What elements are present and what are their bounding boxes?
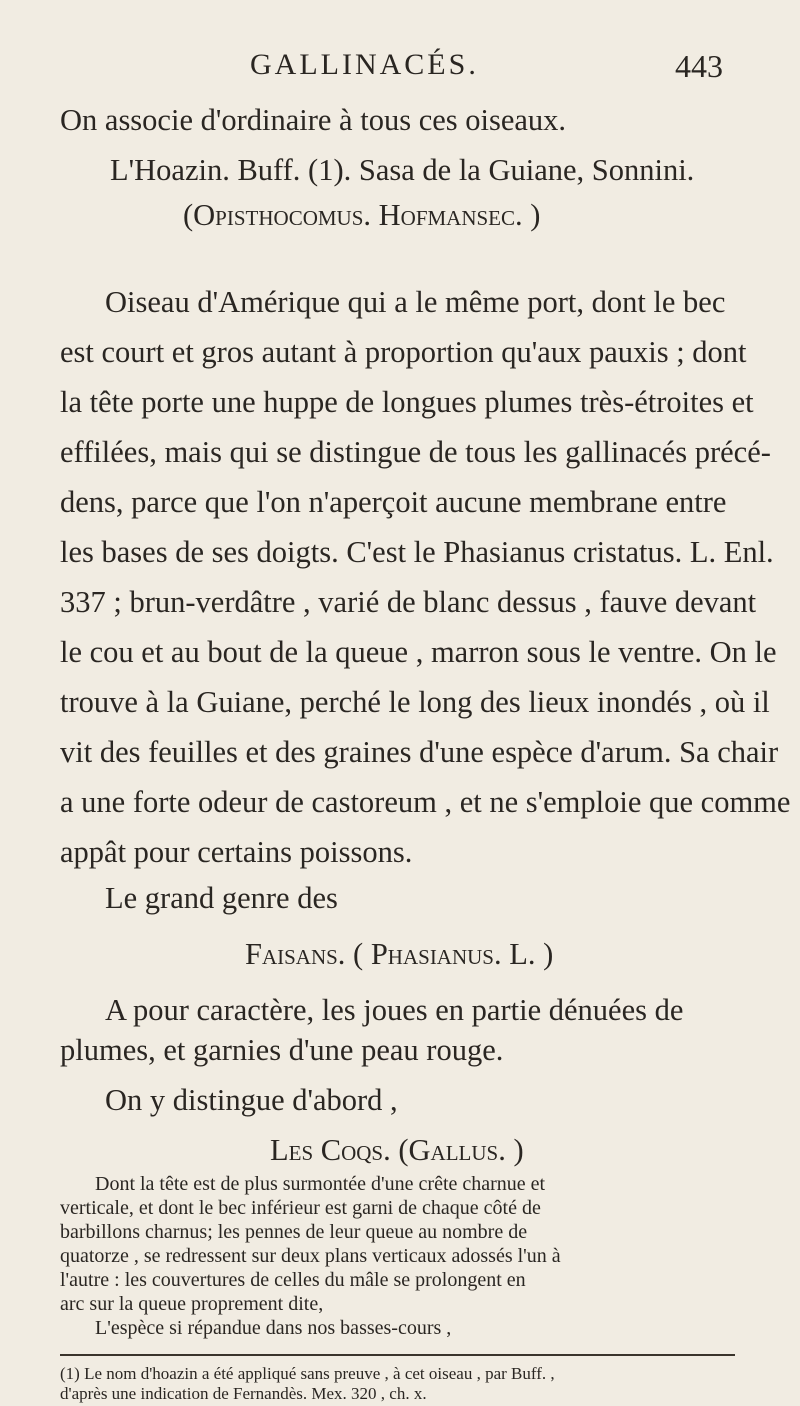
coqs-heading: Les Coqs. (Gallus. ) <box>270 1133 524 1167</box>
intro-line: On associe d'ordinaire à tous ces oiseaux. <box>60 103 567 137</box>
genre-intro: Le grand genre des <box>105 881 338 915</box>
hoazin-heading-2: (Opisthocomus. Hofmansec. ) <box>183 198 541 232</box>
hoazin-line: trouve à la Guiane, perché le long des lieux inondés , où il <box>60 685 770 719</box>
hoazin-line: effilées, mais qui se distingue de tous les gallinacés précé- <box>60 435 771 469</box>
hoazin-line: les bases de ses doigts. C'est le Phasianus cristatus. L. Enl. <box>60 535 774 569</box>
hoazin-line: la tête porte une huppe de longues plumes très-étroites et <box>60 385 754 419</box>
hoazin-line: a une forte odeur de castoreum , et ne s'emploie que comme <box>60 785 791 819</box>
running-title: GALLINACÉS. <box>250 48 479 81</box>
coqs-line: barbillons charnus; les pennes de leur queue au nombre de <box>60 1221 528 1243</box>
hoazin-heading-1: L'Hoazin. Buff. (1). Sasa de la Guiane, Sonnini. <box>110 153 695 187</box>
page-number: 443 <box>675 48 723 84</box>
hoazin-line: 337 ; brun-verdâtre , varié de blanc dessus , fauve devant <box>60 585 757 619</box>
distingue-line: On y distingue d'abord , <box>105 1083 398 1117</box>
faisans-line: A pour caractère, les joues en partie dénuées de <box>105 993 684 1027</box>
espece-line: L'espèce si répandue dans nos basses-cours , <box>95 1317 452 1339</box>
coqs-line: Dont la tête est de plus surmontée d'une crête charnue et <box>95 1173 546 1195</box>
coqs-line: arc sur la queue proprement dite, <box>60 1293 324 1315</box>
coqs-line: quatorze , se redressent sur deux plans verticaux adossés l'un à <box>60 1245 561 1267</box>
footnote-line: d'après une indication de Fernandès. Mex. 320 , ch. x. <box>60 1384 427 1403</box>
hoazin-line: appât pour certains poissons. <box>60 835 413 869</box>
hoazin-line: est court et gros autant à proportion qu'aux pauxis ; dont <box>60 335 747 369</box>
footnote-rule <box>60 1354 735 1356</box>
hoazin-line: vit des feuilles et des graines d'une espèce d'arum. Sa chair <box>60 735 779 769</box>
coqs-line: l'autre : les couvertures de celles du mâle se prolongent en <box>60 1269 526 1291</box>
faisans-line: plumes, et garnies d'une peau rouge. <box>60 1033 504 1067</box>
hoazin-line: dens, parce que l'on n'aperçoit aucune membrane entre <box>60 485 727 519</box>
hoazin-line: le cou et au bout de la queue , marron sous le ventre. On le <box>60 635 777 669</box>
hoazin-line: Oiseau d'Amérique qui a le même port, dont le bec <box>105 285 726 319</box>
page-header <box>0 48 800 88</box>
footnote-line: (1) Le nom d'hoazin a été appliqué sans preuve , à cet oiseau , par Buff. , <box>60 1364 555 1383</box>
coqs-line: verticale, et dont le bec inférieur est garni de chaque côté de <box>60 1197 541 1219</box>
faisans-heading: Faisans. ( Phasianus. L. ) <box>245 937 554 971</box>
